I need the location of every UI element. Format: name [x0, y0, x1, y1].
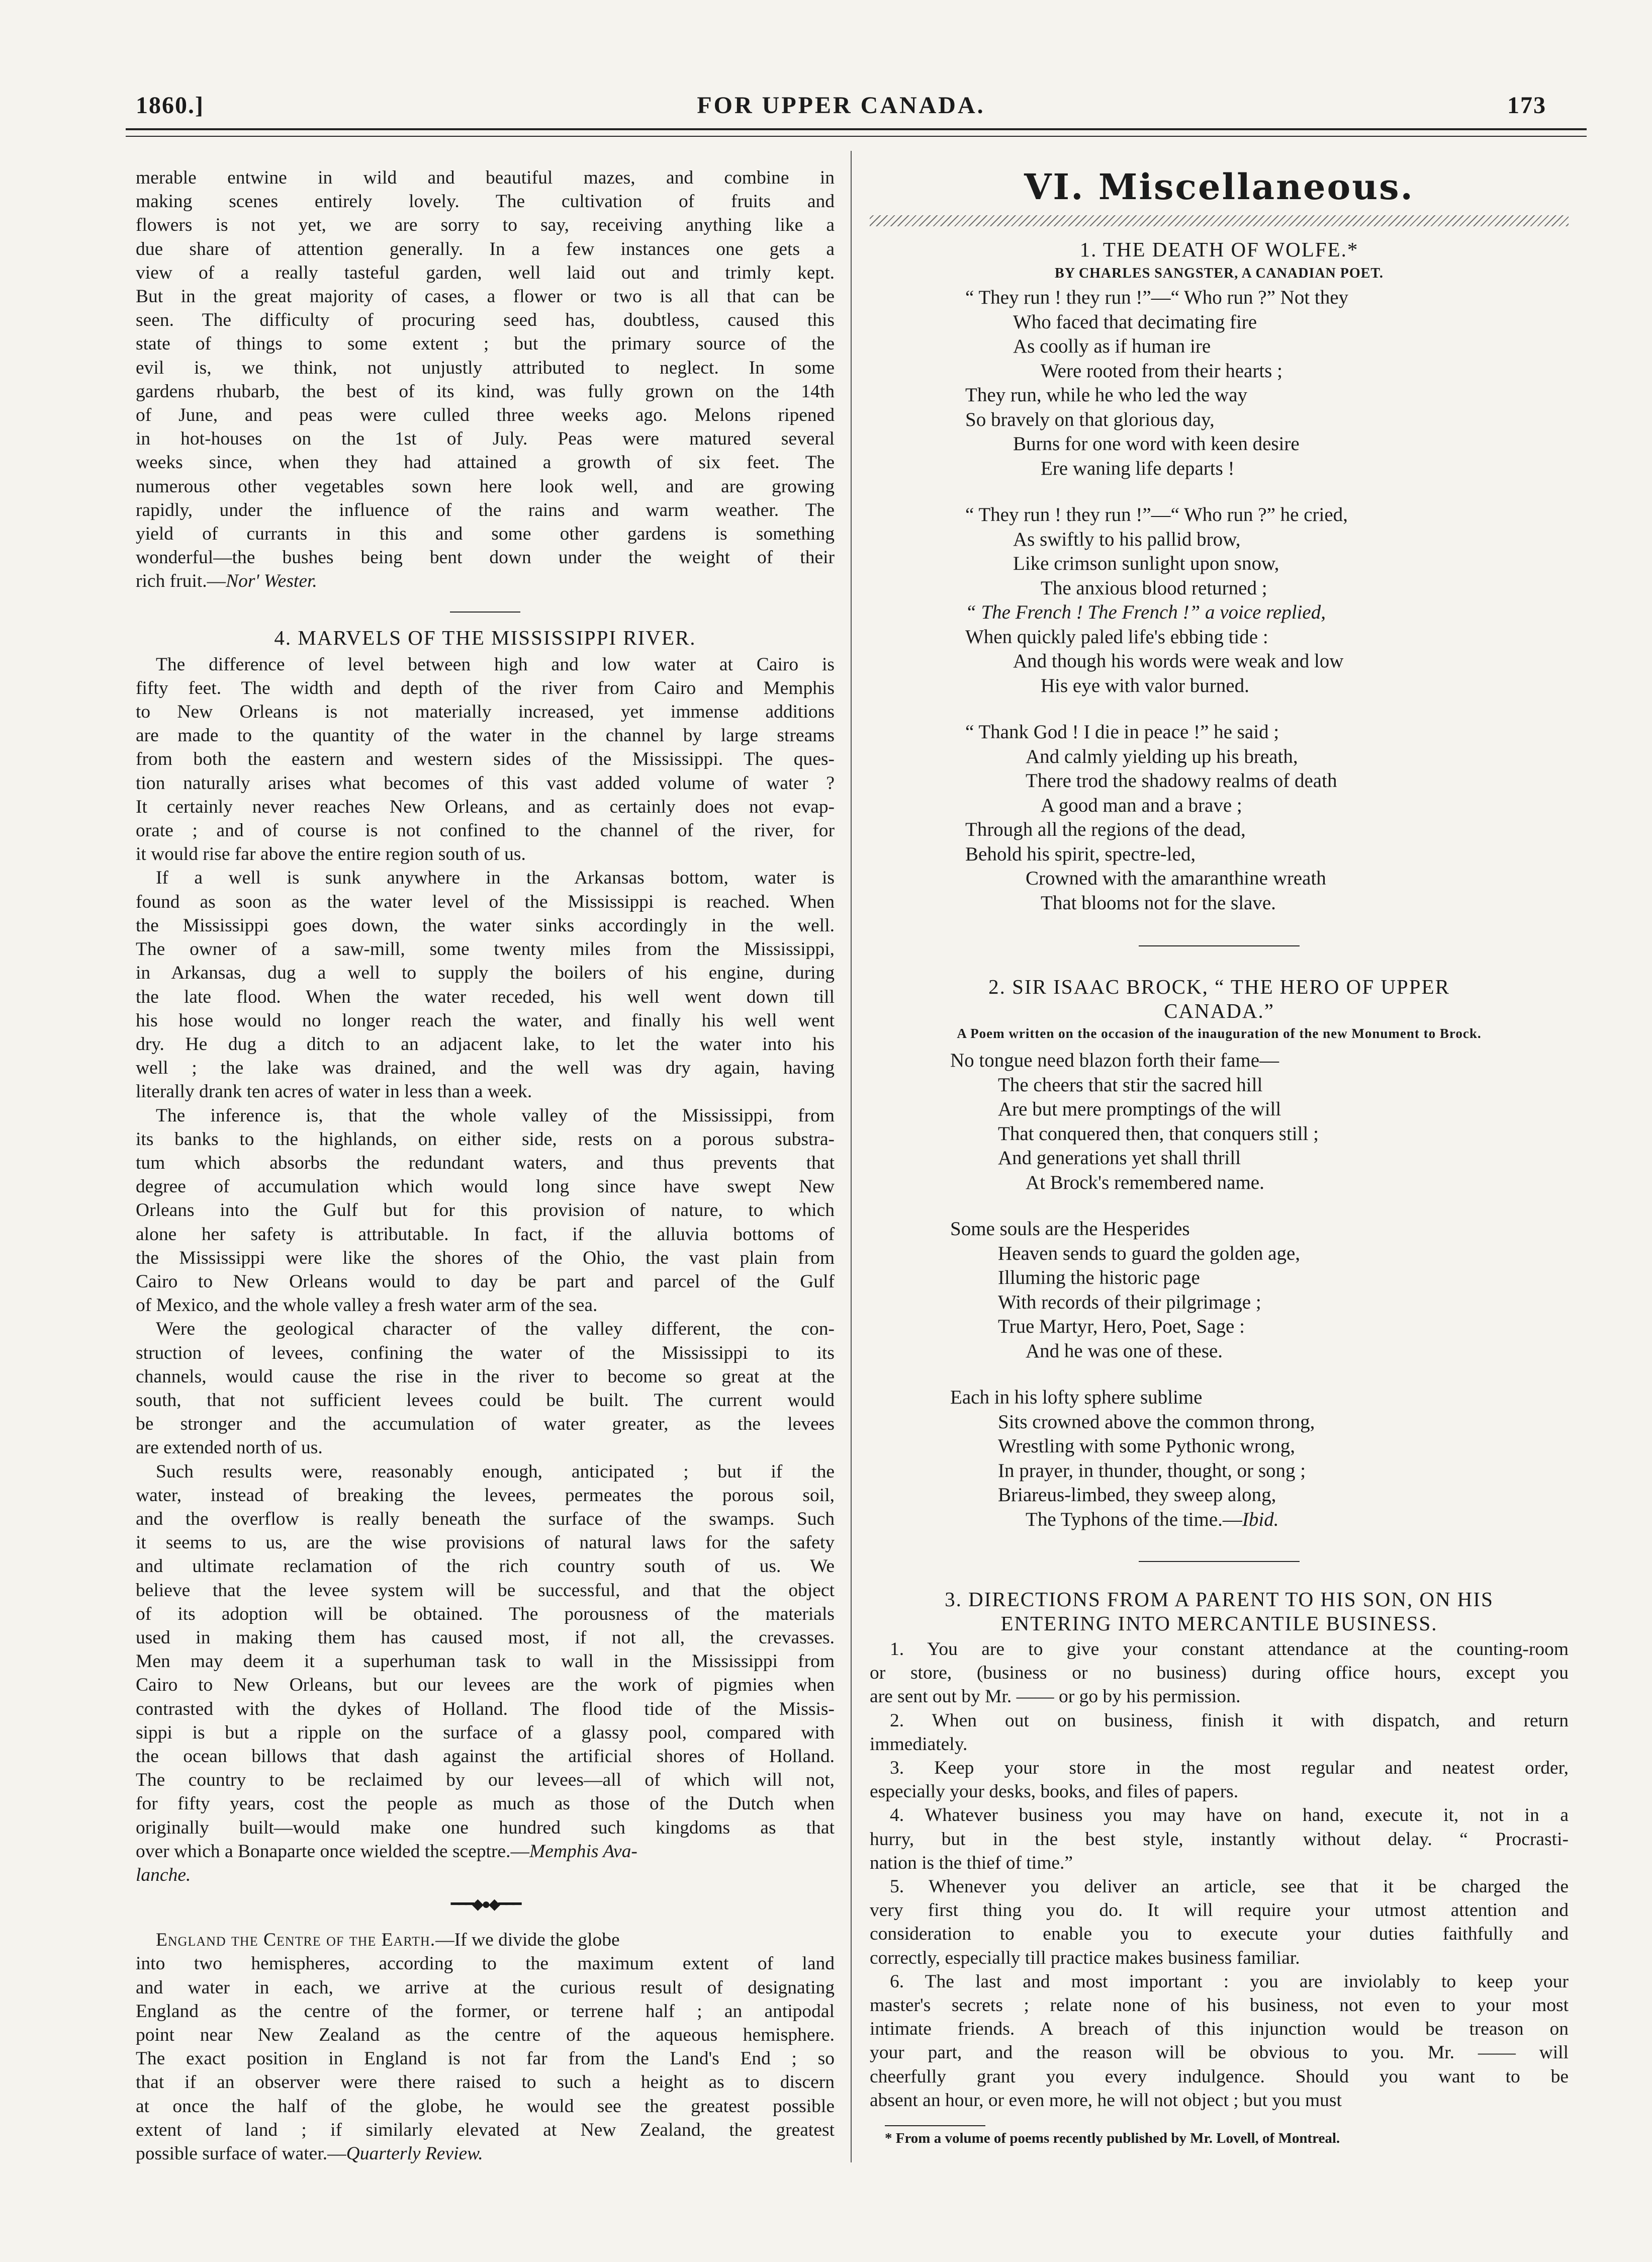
poem-line: [950, 1434, 1569, 1459]
text-line: Cairo to New Orleans, but our levees are the work of pigmies when: [136, 1675, 835, 1696]
direction-item: [870, 1803, 1569, 1875]
poem-line-text: Are but mere promptings of the will: [998, 1098, 1281, 1120]
text-line: contrasted with the dykes of Holland. The flood tide of the Missis-: [136, 1698, 835, 1719]
poem1-title: 1. THE DEATH OF WOLFE.*: [1079, 238, 1359, 261]
england-source: Quarterly Review.: [346, 2143, 483, 2164]
poem-stanza: [965, 503, 1569, 698]
england-first-text: —If we divide the globe: [435, 1930, 620, 1951]
poem-line: [965, 818, 1569, 842]
text-line: at once the half of the globe, he would see the greatest possible: [136, 2096, 835, 2117]
poem-line-text: Crowned with the amaranthine wreath: [1026, 867, 1326, 889]
text-line: If a well is sunk anywhere in the Arkansas bottom, water is: [156, 867, 835, 889]
poem-line-text: The Typhons of the time.—: [1026, 1508, 1242, 1530]
poem-line-text: Each in his lofty sphere sublime: [950, 1386, 1203, 1408]
england-first-line: [136, 1928, 835, 1952]
poem-line: [965, 891, 1569, 916]
section3-title-cont: ENTERING INTO MERCANTILE BUSINESS.: [1000, 1612, 1438, 1635]
text-line: 3. Keep your store in the most regular and neatest order,: [890, 1758, 1569, 1779]
text-line: correctly, especially till practice makes business familiar.: [870, 1947, 1300, 1968]
poem-line: [965, 334, 1569, 359]
direction-item: [870, 1970, 1569, 2112]
england-paragraph: [136, 1952, 835, 2142]
wavy-rule: [870, 215, 1569, 226]
text-line: gardens rhubarb, the best of its kind, was fully grown on the 14th: [136, 381, 835, 402]
poem-line-text: Sits crowned above the common throng,: [998, 1411, 1315, 1433]
poem-line-text: The anxious blood returned ;: [1041, 577, 1267, 599]
text-line: The owner of a saw-mill, some twenty miles from the Mississippi,: [136, 939, 835, 960]
section3-title: 3. DIRECTIONS FROM A PARENT TO HIS SON, ON HIS: [945, 1588, 1494, 1611]
poem2-title: 2. SIR ISAAC BROCK, “ THE HERO OF UPPER: [988, 975, 1450, 998]
poem-line-text: So bravely on that glorious day,: [965, 408, 1215, 430]
poem-line-text: And though his words were weak and low: [1013, 650, 1344, 672]
poem-line: [965, 528, 1569, 552]
poem-stanza: [950, 1217, 1569, 1363]
poem-line-text: Behold his spirit, spectre-led,: [965, 843, 1196, 865]
text-line: from both the eastern and western sides of the Mississippi. The ques-: [136, 749, 835, 770]
poem-line-text: They run, while he who led the way: [965, 384, 1248, 406]
poem-source: Ibid.: [1242, 1508, 1279, 1530]
text-line: immediately.: [870, 1733, 968, 1755]
text-line: channels, would cause the rise in the river to become so great at the: [136, 1366, 835, 1387]
text-line: the ocean billows that dash against the artificial shores of Holland.: [136, 1746, 835, 1767]
text-line: of June, and peas were culled three weeks ago. Melons ripened: [136, 405, 835, 426]
text-line: of its adoption will be obtained. The porousness of the materials: [136, 1603, 835, 1624]
direction-item: [870, 1756, 1569, 1803]
text-line: tion naturally arises what becomes of this vast added volume of water ?: [136, 772, 835, 794]
poem-line-text: And he was one of these.: [1026, 1340, 1223, 1362]
text-line: Orleans into the Gulf but for this provision of nature, to which: [136, 1200, 835, 1221]
text-line: flowers is not yet, we are sorry to say, receiving anything like a: [136, 215, 835, 236]
poem-line-text: His eye with valor burned.: [1041, 674, 1249, 697]
poem-line: [950, 1385, 1569, 1410]
poem-line-text: And calmly yielding up his breath,: [1026, 745, 1298, 767]
text-line: his hose would no longer reach the water, and finally his well went: [136, 1010, 835, 1031]
poem-line-text: Briareus-limbed, they sweep along,: [998, 1484, 1276, 1506]
poem-line: [965, 600, 1569, 625]
poem-stanza: [965, 720, 1569, 915]
text-line: are made to the quantity of the water in the channel by large streams: [136, 725, 835, 746]
column-divider: [851, 151, 852, 2162]
poem-line: [965, 503, 1569, 528]
poem-line-text: As coolly as if human ire: [1013, 335, 1211, 357]
text-line: its banks to the highlands, on either side, rests on a porous substra-: [136, 1128, 835, 1150]
text-line: degree of accumulation which would long since have swept New: [136, 1176, 835, 1197]
text-line: hurry, but in the best style, instantly without delay. “ Procrasti-: [870, 1829, 1569, 1850]
poem-line: [965, 552, 1569, 576]
text-line: Were the geological character of the valley different, the con-: [156, 1319, 835, 1340]
poem-line: [965, 745, 1569, 769]
england-heading: England the Centre of the Earth.: [156, 1930, 436, 1951]
text-line: very first thing you do. It will require your utmost attention and: [870, 1900, 1569, 1921]
poem-stanza: [950, 1049, 1569, 1195]
intro-source: Nor' Wester.: [226, 571, 317, 592]
text-line: master's secrets ; relate none of his business, not even to your most: [870, 1995, 1569, 2016]
footnote: * From a volume of poems recently published by Mr. Lovell, of Montreal.: [885, 2130, 1340, 2147]
header-rule: [126, 128, 1587, 130]
page-number: 173: [1507, 92, 1546, 119]
text-line: point near New Zealand as the centre of the aqueous hemisphere.: [136, 2025, 835, 2046]
text-line: Such results were, reasonably enough, anticipated ; but if the: [156, 1461, 835, 1482]
poem-line: [950, 1459, 1569, 1484]
poem-line-text: The cheers that stir the sacred hill: [998, 1074, 1263, 1096]
direction-item: [870, 1709, 1569, 1756]
poem-line-text: Some souls are the Hesperides: [950, 1218, 1190, 1240]
text-line: nation is the thief of time.”: [870, 1852, 1073, 1873]
text-line: due share of attention generally. In a few instances one gets a: [136, 238, 835, 259]
poem-line-text: With records of their pilgrimage ;: [998, 1291, 1261, 1313]
text-line: used in making them has caused most, if not all, the crevasses.: [136, 1627, 835, 1648]
text-line: it would rise far above the entire region south of us.: [136, 844, 526, 865]
section4-last-text: over which a Bonaparte once wielded the sceptre.—: [136, 1841, 530, 1862]
text-line: well ; the lake was drained, and the well was dry again, having: [136, 1058, 835, 1079]
text-line: found as soon as the water level of the Mississippi is reached. When: [136, 891, 835, 912]
text-line: it seems to us, are the wise provisions of natural laws for the safety: [136, 1532, 835, 1553]
poem-line: [950, 1242, 1569, 1266]
text-line: the Mississippi were like the shores of the Ohio, the vast plain from: [136, 1247, 835, 1268]
poem-line-text: Through all the regions of the dead,: [965, 819, 1246, 840]
poem1-body: [870, 286, 1569, 915]
poem-line: [965, 383, 1569, 408]
text-line: tum which absorbs the redundant waters, and thus prevents that: [136, 1152, 835, 1173]
poem-line: [950, 1315, 1569, 1339]
text-line: The inference is, that the whole valley of the Mississippi, from: [156, 1105, 835, 1126]
poem-line: [965, 720, 1569, 745]
poem-line: [965, 310, 1569, 335]
header-title: FOR UPPER CANADA.: [697, 92, 985, 119]
text-line: absent an hour, or even more, he will not object ; but you must: [870, 2090, 1342, 2111]
direction-item: [870, 1637, 1569, 1709]
text-line: and water in each, we arrive at the curious result of designating: [136, 1977, 835, 1998]
poem-line: [950, 1146, 1569, 1171]
england-last-line: [136, 2142, 835, 2165]
text-line: The exact position in England is not far from the Land's End ; so: [136, 2048, 835, 2069]
poem-line: [950, 1483, 1569, 1508]
text-line: consideration to enable you to execute your duties faithfully and: [870, 1924, 1569, 1945]
text-line: The difference of level between high and low water at Cairo is: [156, 654, 835, 675]
poem-line: [965, 866, 1569, 891]
direction-item: [870, 1875, 1569, 1970]
poem1-byline: BY CHARLES SANGSTER, A CANADIAN POET.: [1055, 266, 1384, 281]
text-line: believe that the levee system will be successful, and that the object: [136, 1580, 835, 1601]
section4-last-line: [136, 1840, 835, 1863]
poem-line: [965, 769, 1569, 794]
text-line: and ultimate reclamation of the rich country south of us. We: [136, 1556, 835, 1577]
poem-line-text: “ They run ! they run !”—“ Who run ?” he cried,: [965, 504, 1348, 526]
poem-line-text: That blooms not for the slave.: [1041, 892, 1276, 914]
text-line: the Mississippi goes down, the water sinks accordingly in the well.: [136, 915, 835, 936]
poem-line: [950, 1410, 1569, 1435]
poem-line-text: No tongue need blazon forth their fame—: [950, 1050, 1279, 1071]
poem-line-text: Wrestling with some Pythonic wrong,: [998, 1435, 1295, 1457]
text-line: numerous other vegetables sown here look well, and are growing: [136, 476, 835, 497]
poem-line: [950, 1339, 1569, 1364]
text-line: But in the great majority of cases, a flower or two is all that can be: [136, 286, 835, 307]
poem-stanza: [965, 286, 1569, 481]
text-line: dry. He dug a ditch to an adjacent lake, to let the water into his: [136, 1033, 835, 1055]
miscellaneous-heading: VI. Miscellaneous.: [1024, 166, 1414, 208]
running-header: [136, 81, 1546, 122]
ornament-divider: ━━━◆●◆━━━: [450, 1896, 520, 1913]
text-line: that if an observer were there raised to such a height as to discern: [136, 2072, 835, 2093]
text-line: rapidly, under the influence of the rains and warm weather. The: [136, 499, 835, 520]
right-column: [870, 166, 1569, 2147]
text-line: especially your desks, books, and files of papers.: [870, 1781, 1239, 1802]
text-line: weeks since, when they had attained a growth of six feet. The: [136, 452, 835, 473]
poem-line: [965, 794, 1569, 818]
poem-line-text: “ The French ! The French !” a voice replied,: [965, 601, 1326, 623]
text-line: or store, (business or no business) during office hours, except you: [870, 1663, 1569, 1684]
poem-line: [950, 1266, 1569, 1290]
poem-line: [950, 1217, 1569, 1242]
directions-list: [870, 1637, 1569, 2112]
text-line: 5. Whenever you deliver an article, see that it be charged the: [890, 1876, 1569, 1897]
text-line: cheerfully grant you every indulgence. Should you want to be: [870, 2066, 1569, 2087]
poem-line: [965, 457, 1569, 481]
poem-line-text: Who faced that decimating fire: [1013, 311, 1257, 333]
text-line: originally built—would make one hundred such kingdoms as that: [136, 1817, 835, 1838]
text-line: seen. The difficulty of procuring seed has, doubtless, caused this: [136, 310, 835, 331]
poem-line-text: True Martyr, Hero, Poet, Sage :: [998, 1316, 1245, 1337]
section4-title: 4. MARVELS OF THE MISSISSIPPI RIVER.: [274, 626, 696, 649]
poem-line: [950, 1122, 1569, 1147]
poem-line: [950, 1171, 1569, 1195]
text-line: the late flood. When the water receded, his well went down till: [136, 986, 835, 1007]
intro-last-line: [136, 569, 835, 593]
poem-line: [950, 1508, 1569, 1532]
text-line: are sent out by Mr. —— or go by his permission.: [870, 1686, 1241, 1707]
text-line: intimate friends. A breach of this injunction would be treason on: [870, 2019, 1569, 2040]
text-line: sippi is but a ripple on the surface of a glassy pool, compared with: [136, 1722, 835, 1743]
poem-line-text: That conquered then, that conquers still ;: [998, 1122, 1319, 1145]
text-line: struction of levees, confining the water of the Mississippi to its: [136, 1342, 835, 1363]
poem-line: [965, 576, 1569, 601]
poem-line-text: When quickly paled life's ebbing tide :: [965, 626, 1268, 648]
text-line: 1. You are to give your constant attendance at the counting-room: [890, 1639, 1569, 1660]
left-column: [136, 166, 835, 2165]
poem-line: [965, 842, 1569, 867]
header-year: 1860.]: [136, 92, 204, 119]
text-line: and the overflow is really beneath the surface of the swamps. Such: [136, 1508, 835, 1529]
text-line: 6. The last and most important : you are inviolably to keep your: [890, 1971, 1569, 1992]
header-rule-thin: [126, 136, 1587, 137]
text-line: in Arkansas, dug a well to supply the boilers of his engine, during: [136, 963, 835, 984]
poem-line-text: Ere waning life departs !: [1041, 457, 1235, 479]
poem-line: [965, 432, 1569, 457]
text-line: be stronger and the accumulation of water greater, as the levees: [136, 1414, 835, 1435]
text-line: for fifty years, cost the people as much as those of the Dutch when: [136, 1793, 835, 1814]
section4-body: [136, 653, 835, 1840]
poem-line: [950, 1290, 1569, 1315]
text-line: wonderful—the bushes being bent down under the weight of their: [136, 547, 835, 568]
text-line: your part, and the reason will be obvious to you. Mr. —— will: [870, 2042, 1569, 2063]
poem-line-text: In prayer, in thunder, thought, or song ;: [998, 1459, 1306, 1482]
text-line: state of things to some extent ; but the primary source of the: [136, 333, 835, 355]
poem-line-text: And generations yet shall thrill: [998, 1147, 1241, 1169]
poem-line-text: Burns for one word with keen desire: [1013, 433, 1300, 455]
text-line: of Mexico, and the whole valley a fresh water arm of the sea.: [136, 1295, 598, 1316]
text-line: 4. Whatever business you may have on hand, execute it, not in a: [890, 1805, 1569, 1826]
poem-line-text: At Brock's remembered name.: [1026, 1171, 1264, 1193]
poem-line-text: As swiftly to his pallid brow,: [1013, 528, 1241, 550]
poem-line-text: Illuming the historic page: [998, 1267, 1200, 1288]
poem-line-text: Heaven sends to guard the golden age,: [998, 1242, 1301, 1264]
poem-line: [950, 1073, 1569, 1098]
text-line: south, that not sufficient levees could be built. The current would: [136, 1389, 835, 1411]
text-line: England as the centre of the former, or terrene half ; an antipodal: [136, 2000, 835, 2022]
section4-source-cont: lanche.: [136, 1865, 191, 1886]
text-line: fifty feet. The width and depth of the river from Cairo and Memphis: [136, 677, 835, 699]
poem-line-text: There trod the shadowy realms of death: [1026, 770, 1337, 792]
poem-line: [950, 1097, 1569, 1122]
text-line: yield of currants in this and some other gardens is something: [136, 524, 835, 545]
poem2-byline: A Poem written on the occasion of the inauguration of the new Monument to Brock.: [957, 1026, 1482, 1041]
text-line: alone her safety is attributable. In fact, if the alluvia bottoms of: [136, 1224, 835, 1245]
poem-line-text: “ Thank God ! I die in peace !” he said ;: [965, 721, 1279, 743]
poem-line-text: Like crimson sunlight upon snow,: [1013, 553, 1279, 574]
poem-line-text: A good man and a brave ;: [1041, 794, 1242, 816]
poem-line: [965, 674, 1569, 699]
text-line: orate ; and of course is not confined to the channel of the river, for: [136, 820, 835, 841]
text-line: Cairo to New Orleans would to day be part and parcel of the Gulf: [136, 1271, 835, 1292]
text-line: It certainly never reaches New Orleans, and as certainly does not evap-: [136, 796, 835, 817]
text-line: literally drank ten acres of water in less than a week.: [136, 1081, 532, 1102]
poem-line: [965, 359, 1569, 384]
text-line: 2. When out on business, finish it with dispatch, and return: [890, 1710, 1569, 1731]
poem-line: [965, 408, 1569, 432]
intro-paragraph: [136, 166, 835, 569]
poem-line-text: “ They run ! they run !”—“ Who run ?” Not they: [965, 287, 1349, 308]
text-line: Men may deem it a superhuman task to wall in the Mississippi from: [136, 1651, 835, 1672]
poem2-body: [870, 1049, 1569, 1532]
poem-line: [965, 625, 1569, 650]
text-line: evil is, we think, not unjustly attributed to neglect. In some: [136, 357, 835, 378]
poem2-title-cont: CANADA.”: [1164, 999, 1274, 1022]
text-line: view of a really tasteful garden, well laid out and trimly kept.: [136, 262, 835, 283]
england-last-text: possible surface of water.—: [136, 2143, 346, 2164]
intro-last-text: rich fruit.—: [136, 571, 226, 592]
text-line: to New Orleans is not materially increased, yet immense additions: [136, 702, 835, 723]
text-line: water, instead of breaking the levees, permeates the porous soil,: [136, 1485, 835, 1506]
poem-line: [965, 286, 1569, 310]
text-line: into two hemispheres, according to the maximum extent of land: [136, 1953, 835, 1974]
poem-stanza: [950, 1385, 1569, 1532]
text-line: extent of land ; if similarly elevated at New Zealand, the greatest: [136, 2119, 835, 2140]
poem-line: [965, 649, 1569, 674]
text-line: The country to be reclaimed by our levees—all of which will not,: [136, 1770, 835, 1791]
text-line: are extended north of us.: [136, 1437, 323, 1458]
poem-line: [950, 1049, 1569, 1073]
poem-line-text: Were rooted from their hearts ;: [1041, 360, 1282, 382]
text-line: merable entwine in wild and beautiful mazes, and combine in: [136, 167, 835, 188]
section4-source: Memphis Ava-: [529, 1841, 637, 1862]
text-line: in hot-houses on the 1st of July. Peas were matured several: [136, 428, 835, 450]
text-line: making scenes entirely lovely. The cultivation of fruits and: [136, 191, 835, 212]
